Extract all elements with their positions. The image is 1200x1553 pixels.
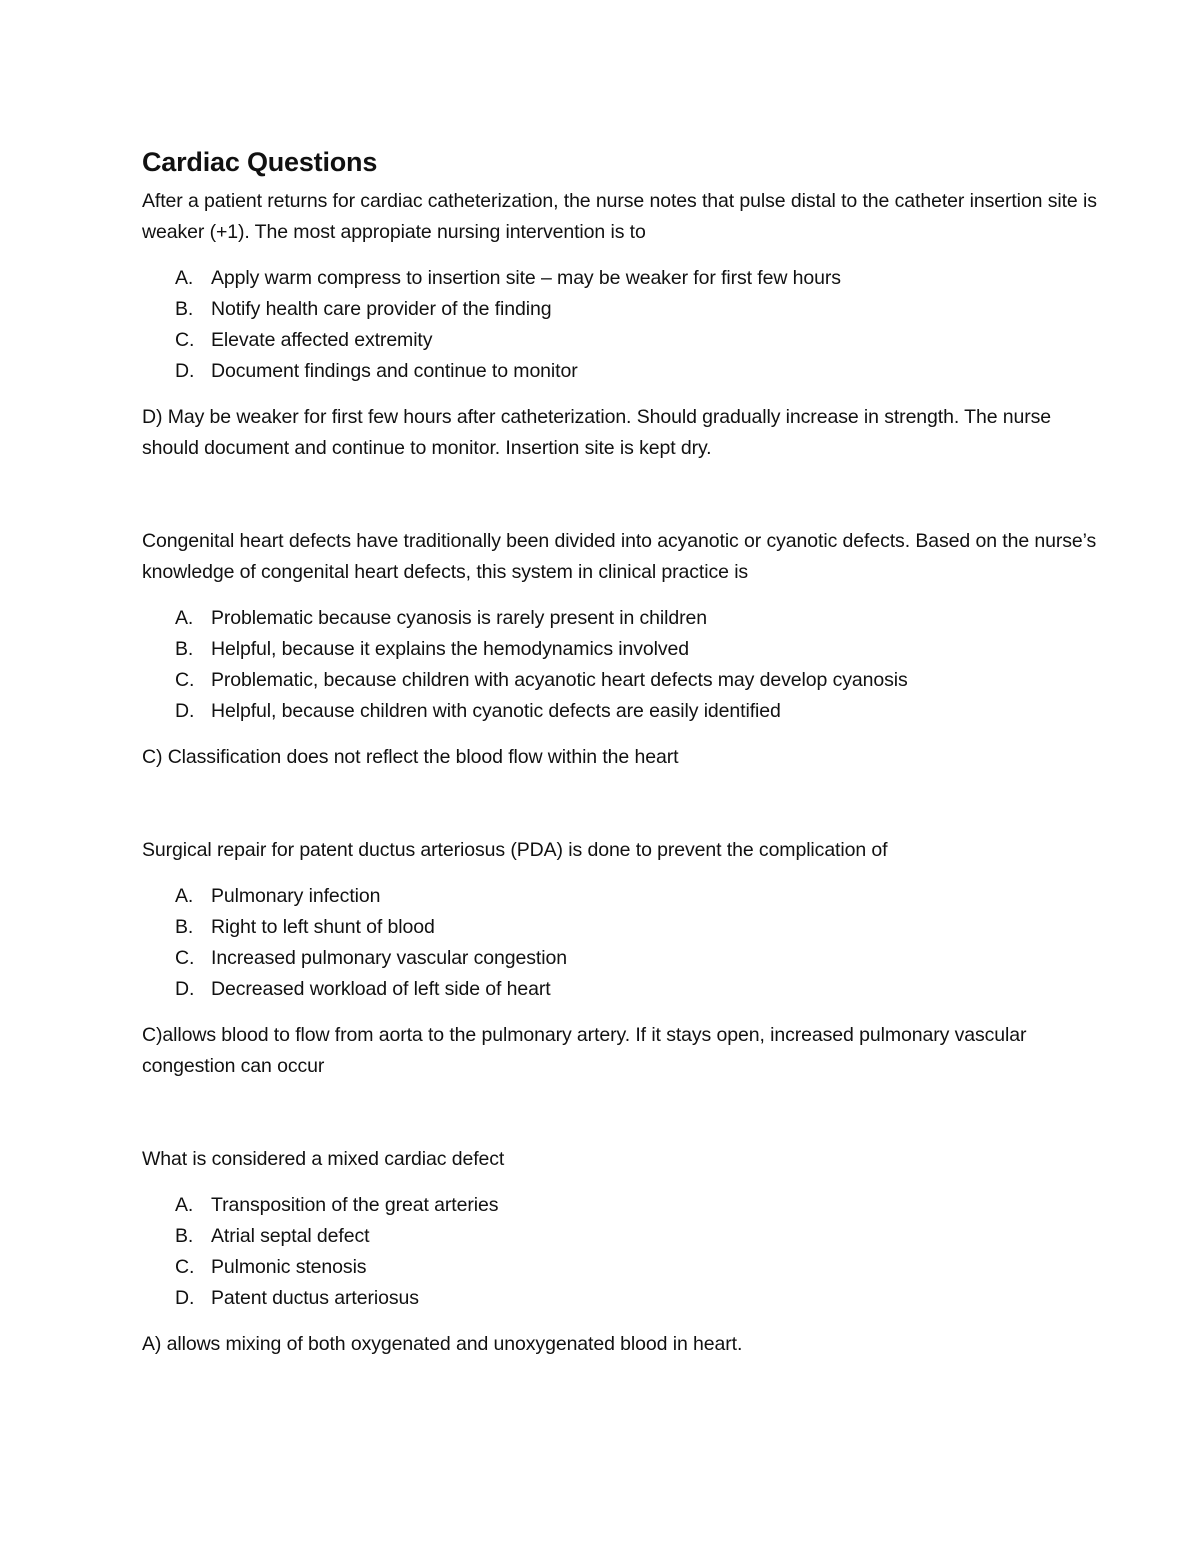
question-3	[142, 835, 1102, 1082]
option-text: Increased pulmonary vascular congestion	[211, 947, 567, 969]
option-item	[142, 1252, 1102, 1283]
question-stem: What is considered a mixed cardiac defect	[142, 1148, 505, 1170]
option-letter: C.	[175, 329, 195, 351]
option-letter: D.	[175, 360, 195, 382]
question-4	[142, 1144, 1102, 1360]
option-letter: B.	[175, 1225, 194, 1247]
option-item	[142, 974, 1102, 1005]
option-text: Decreased workload of left side of heart	[211, 978, 551, 1000]
option-letter: C.	[175, 1256, 195, 1278]
option-text: Problematic, because children with acyanotic heart defects may develop cyanosis	[211, 669, 908, 691]
option-text: Pulmonic stenosis	[211, 1256, 367, 1278]
answer-explanation: D) May be weaker for first few hours after catheterization. Should gradually increase in strength. The nurse should document and continue to monitor. Insertion site is kept dry.	[142, 406, 1052, 459]
question-1	[142, 186, 1102, 464]
option-letter: D.	[175, 978, 195, 1000]
option-text: Apply warm compress to insertion site – may be weaker for first few hours	[211, 267, 841, 289]
option-item	[142, 943, 1102, 974]
page-title: Cardiac Questions	[142, 147, 378, 177]
option-text: Atrial septal defect	[211, 1225, 370, 1247]
option-text: Document findings and continue to monitor	[211, 360, 578, 382]
option-list	[142, 881, 1102, 1005]
option-letter: B.	[175, 298, 194, 320]
option-text: Notify health care provider of the finding	[211, 298, 552, 320]
option-item	[142, 665, 1102, 696]
option-item	[142, 696, 1102, 727]
option-letter: A.	[175, 267, 194, 289]
option-text: Pulmonary infection	[211, 885, 381, 907]
option-text: Helpful, because it explains the hemodynamics involved	[211, 638, 690, 660]
option-item	[142, 1221, 1102, 1252]
option-text: Problematic because cyanosis is rarely present in children	[211, 607, 708, 629]
option-item	[142, 356, 1102, 387]
option-item	[142, 294, 1102, 325]
option-letter: B.	[175, 638, 194, 660]
option-list	[142, 1190, 1102, 1314]
option-item	[142, 1190, 1102, 1221]
option-letter: D.	[175, 700, 195, 722]
option-list	[142, 603, 1102, 727]
option-letter: C.	[175, 669, 195, 691]
answer-explanation: A) allows mixing of both oxygenated and unoxygenated blood in heart.	[142, 1333, 743, 1355]
option-item	[142, 634, 1102, 665]
option-text: Transposition of the great arteries	[211, 1194, 499, 1216]
option-item	[142, 912, 1102, 943]
question-stem: Congenital heart defects have traditionally been divided into acyanotic or cyanotic defects. Based on the nurse’s knowledge of congenital heart defects, this system in clinical practice is	[142, 530, 1097, 583]
document-page	[142, 142, 1102, 1360]
option-text: Elevate affected extremity	[211, 329, 433, 351]
option-text: Patent ductus arteriosus	[211, 1287, 419, 1309]
option-letter: D.	[175, 1287, 195, 1309]
option-letter: A.	[175, 885, 194, 907]
option-item	[142, 1283, 1102, 1314]
option-text: Right to left shunt of blood	[211, 916, 435, 938]
option-letter: C.	[175, 947, 195, 969]
option-letter: A.	[175, 1194, 194, 1216]
answer-explanation: C) Classification does not reflect the blood flow within the heart	[142, 746, 679, 768]
question-stem: After a patient returns for cardiac catheterization, the nurse notes that pulse distal to the catheter insertion site is weaker (+1). The most appropiate nursing intervention is to	[142, 190, 1097, 243]
option-item	[142, 325, 1102, 356]
answer-explanation: C)allows blood to flow from aorta to the pulmonary artery. If it stays open, increased pulmonary vascular congestion can occur	[142, 1024, 1027, 1077]
option-text: Helpful, because children with cyanotic defects are easily identified	[211, 700, 781, 722]
option-letter: A.	[175, 607, 194, 629]
option-list	[142, 263, 1102, 387]
question-stem: Surgical repair for patent ductus arteriosus (PDA) is done to prevent the complication of	[142, 839, 888, 861]
option-item	[142, 881, 1102, 912]
option-item	[142, 603, 1102, 634]
option-item	[142, 263, 1102, 294]
question-2	[142, 526, 1102, 773]
option-letter: B.	[175, 916, 194, 938]
